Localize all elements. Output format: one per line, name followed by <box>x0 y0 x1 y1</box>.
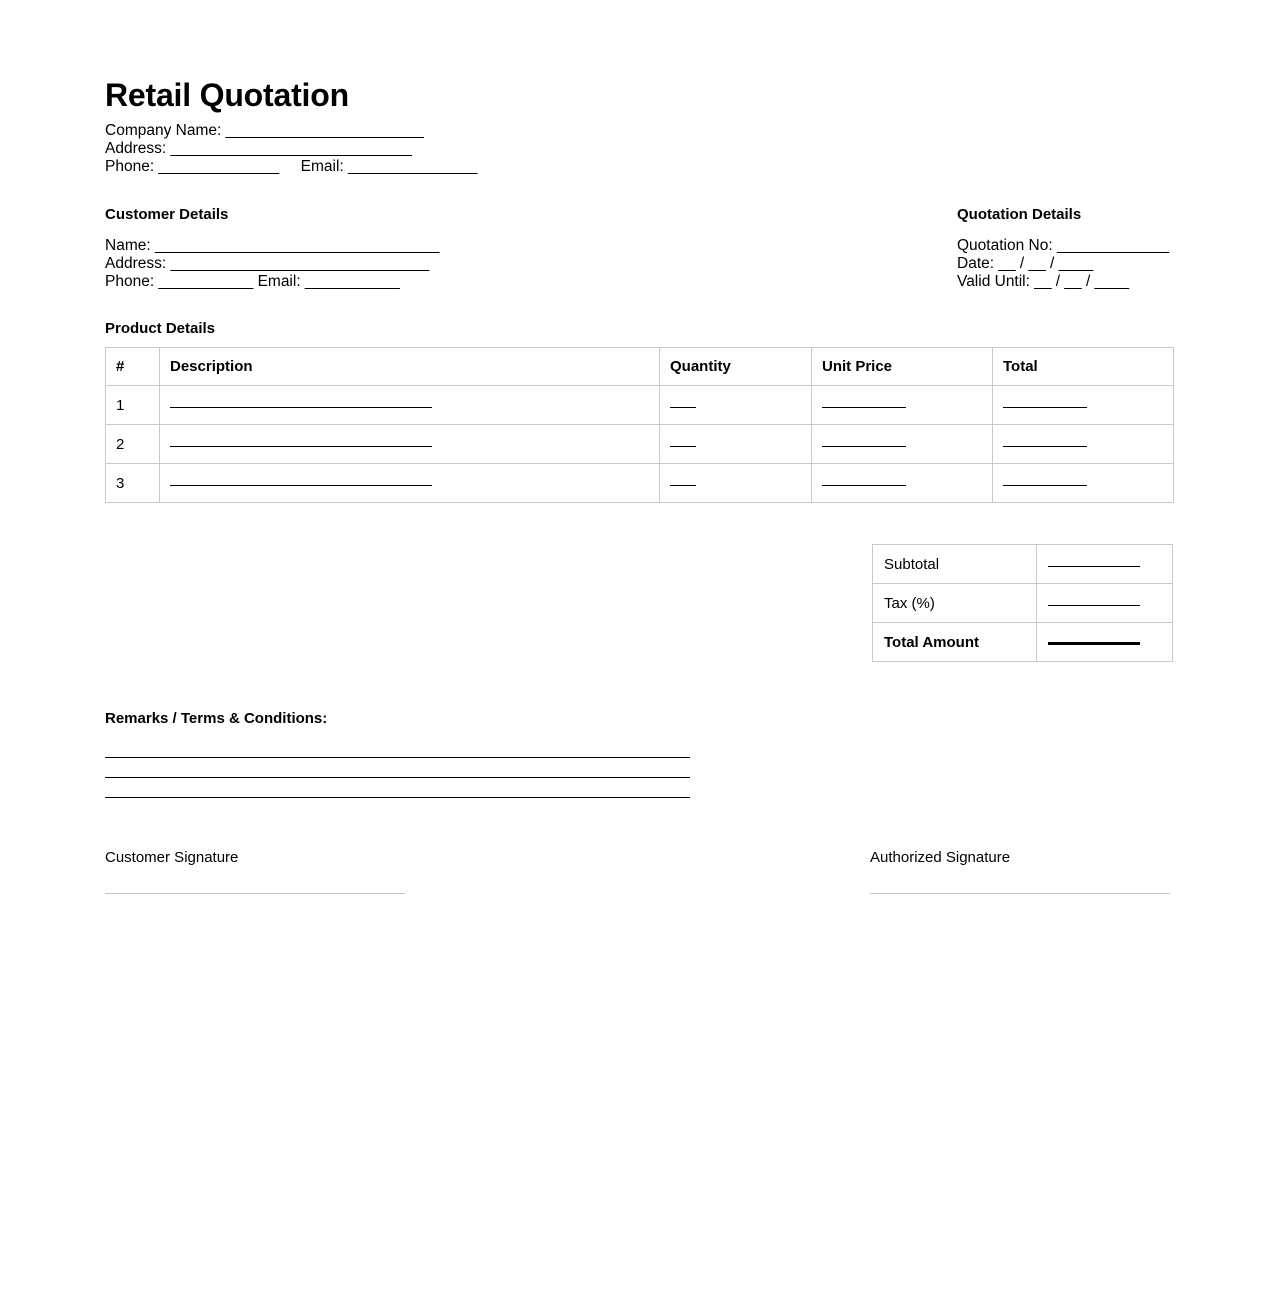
totals-table <box>872 544 1173 662</box>
remarks-input-line[interactable] <box>105 758 690 778</box>
unit-price-field-cell[interactable] <box>812 386 993 425</box>
customer-details-block <box>105 206 725 291</box>
company-phone-email-line: Phone: ______________ Email: _______________ <box>105 158 478 176</box>
total-input-rule[interactable] <box>1003 407 1087 408</box>
total-field-cell[interactable] <box>993 425 1174 464</box>
customer-phone-email-line: Phone: ___________ Email: ___________ <box>105 273 400 291</box>
company-address-line: Address: ____________________________ <box>105 140 412 158</box>
total-field-cell[interactable] <box>993 464 1174 503</box>
customer-name-line: Name: _________________________________ <box>105 237 440 255</box>
remarks-input-line[interactable] <box>105 778 690 798</box>
totals-row-total-amount <box>873 623 1173 662</box>
details-section <box>105 206 1173 291</box>
quotation-number-line: Quotation No: _____________ <box>957 237 1170 255</box>
totals-row-subtotal <box>873 545 1173 584</box>
subtotal-value-cell[interactable] <box>1037 545 1173 584</box>
customer-details-heading: Customer Details <box>105 206 229 224</box>
totals-section <box>105 544 1173 662</box>
description-field-cell[interactable] <box>160 464 660 503</box>
column-header-number: # <box>106 348 160 386</box>
quantity-field-cell[interactable] <box>660 464 812 503</box>
table-header-row <box>106 348 1174 386</box>
column-header-description: Description <box>160 348 660 386</box>
company-name-line: Company Name: _______________________ <box>105 122 424 140</box>
quotation-details-block <box>957 206 1257 291</box>
subtotal-label: Subtotal <box>873 545 1037 584</box>
total-amount-input-rule[interactable] <box>1048 642 1140 645</box>
table-row <box>106 425 1174 464</box>
description-input-rule[interactable] <box>170 407 432 408</box>
remarks-input-line[interactable] <box>105 738 690 758</box>
unit-price-field-cell[interactable] <box>812 425 993 464</box>
column-header-quantity: Quantity <box>660 348 812 386</box>
product-details-heading: Product Details <box>105 320 216 338</box>
quantity-field-cell[interactable] <box>660 425 812 464</box>
unit-price-input-rule[interactable] <box>822 485 906 486</box>
unit-price-input-rule[interactable] <box>822 407 906 408</box>
table-row <box>106 464 1174 503</box>
customer-address-line: Address: ______________________________ <box>105 255 430 273</box>
quantity-input-rule[interactable] <box>670 485 696 486</box>
description-input-rule[interactable] <box>170 446 432 447</box>
customer-details-lines <box>105 237 725 291</box>
quotation-details-heading: Quotation Details <box>957 206 1082 224</box>
remarks-heading: Remarks / Terms & Conditions: <box>105 710 328 728</box>
description-input-rule[interactable] <box>170 485 432 486</box>
unit-price-input-rule[interactable] <box>822 446 906 447</box>
company-info-block <box>105 122 1173 176</box>
quotation-document <box>105 0 1173 909</box>
quotation-valid-until-line: Valid Until: __ / __ / ____ <box>957 273 1130 291</box>
signature-section <box>105 849 1173 909</box>
product-details-table <box>105 347 1174 503</box>
row-number-cell: 2 <box>106 425 160 464</box>
customer-signature-block <box>105 849 405 894</box>
tax-label: Tax (%) <box>873 584 1037 623</box>
quotation-details-lines <box>957 237 1257 291</box>
total-input-rule[interactable] <box>1003 446 1087 447</box>
total-input-rule[interactable] <box>1003 485 1087 486</box>
tax-value-cell[interactable] <box>1037 584 1173 623</box>
customer-signature-label: Customer Signature <box>105 849 239 867</box>
quotation-date-line: Date: __ / __ / ____ <box>957 255 1094 273</box>
authorized-signature-block <box>870 849 1170 894</box>
customer-signature-line[interactable] <box>105 893 405 894</box>
total-amount-label: Total Amount <box>873 623 1037 662</box>
authorized-signature-line[interactable] <box>870 893 1170 894</box>
table-row <box>106 386 1174 425</box>
subtotal-input-rule[interactable] <box>1048 566 1140 567</box>
quantity-field-cell[interactable] <box>660 386 812 425</box>
remarks-lines <box>105 738 690 798</box>
quantity-input-rule[interactable] <box>670 446 696 447</box>
unit-price-field-cell[interactable] <box>812 464 993 503</box>
quantity-input-rule[interactable] <box>670 407 696 408</box>
description-field-cell[interactable] <box>160 425 660 464</box>
description-field-cell[interactable] <box>160 386 660 425</box>
page-title: Retail Quotation <box>105 77 349 113</box>
tax-input-rule[interactable] <box>1048 605 1140 606</box>
authorized-signature-label: Authorized Signature <box>870 849 1011 867</box>
totals-row-tax <box>873 584 1173 623</box>
column-header-total: Total <box>993 348 1174 386</box>
row-number-cell: 3 <box>106 464 160 503</box>
row-number-cell: 1 <box>106 386 160 425</box>
total-field-cell[interactable] <box>993 386 1174 425</box>
column-header-unit-price: Unit Price <box>812 348 993 386</box>
total-amount-value-cell[interactable] <box>1037 623 1173 662</box>
